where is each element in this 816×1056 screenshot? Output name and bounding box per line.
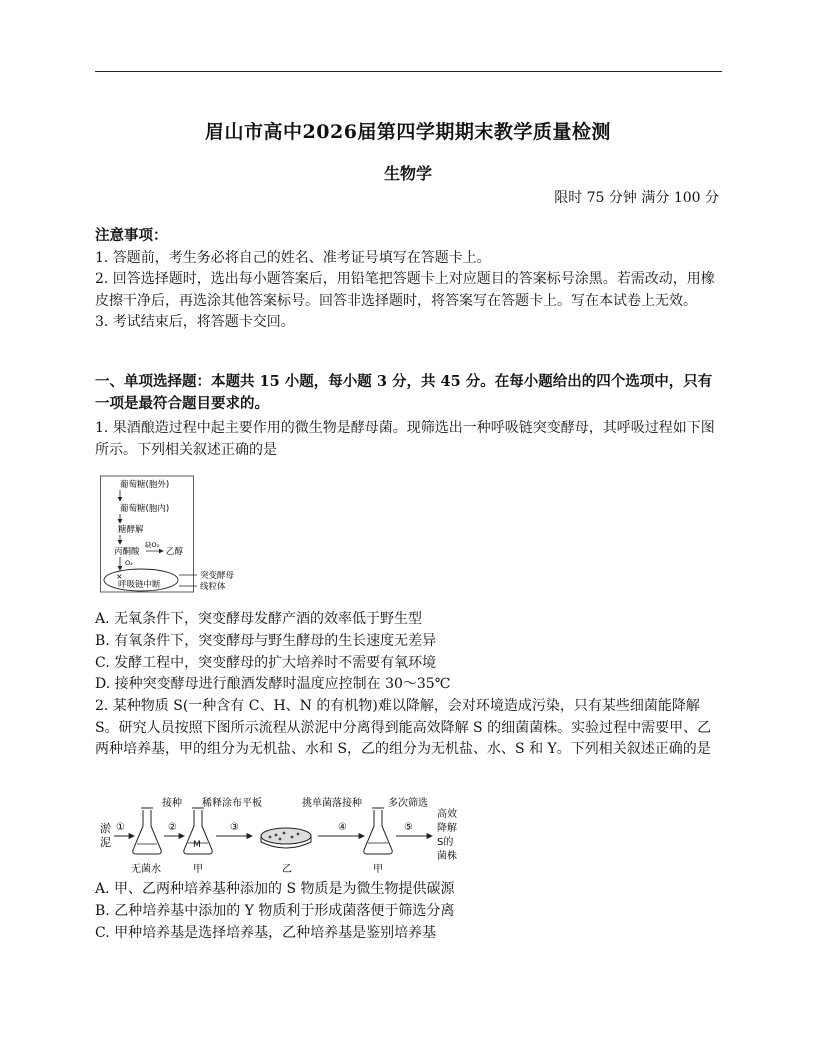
- section1-block: [95, 371, 725, 461]
- cell-boundary: [101, 476, 194, 592]
- mitochondria-label: 线粒体: [200, 582, 226, 592]
- flask-medium-jia-2: [364, 808, 392, 854]
- pick-colony-label: 挑单菌落接种: [302, 798, 362, 809]
- medium-jia-label-1: 甲: [193, 864, 203, 875]
- pyruvate-label: 丙酮酸: [114, 547, 140, 557]
- inoculate-label: 接种: [162, 798, 182, 809]
- note-item: 3. 考试结束后，将答题卡交回。: [95, 314, 295, 330]
- note-item: 2. 回答选择题时，选出每小题答案后，用铅笔把答题卡上对应题目的答案标号涂黑。若需改动，用橡皮擦干净后，再选涂其他答案标号。回答非选择题时，将答案写在答题卡上。写在本试卷上无效。: [95, 271, 715, 309]
- glycolysis-label: 糖酵解: [118, 525, 144, 535]
- dilute-spread-label: 稀释涂布平板: [202, 798, 262, 809]
- ethanol-label: 乙醇: [166, 547, 184, 557]
- m-label: M: [193, 840, 201, 850]
- lack-o2-label: 缺O₂: [145, 541, 160, 549]
- mutant-yeast-label: 突变酵母: [200, 571, 235, 581]
- q1-stem: 1. 果酒酿造过程中起主要作用的微生物是酵母菌。现筛选出一种呼吸链突变酵母，其呼吸过程如下图所示。下列相关叙述正确的是: [95, 420, 715, 458]
- flask-sterile-water: [133, 808, 161, 854]
- q2-isolation-flow-figure: [98, 792, 478, 878]
- q2-option-a: A. 甲、乙两种培养基种添加的 S 物质是为微生物提供碳源: [95, 881, 455, 897]
- result-label-4: 菌株: [437, 851, 457, 862]
- exam-subject: 生物学: [383, 164, 432, 183]
- repeat-screen-label: 多次筛选: [388, 798, 428, 809]
- medium-yi-label: 乙: [282, 864, 292, 875]
- sterile-water-label: 无菌水: [131, 864, 161, 875]
- step-2-label: ②: [168, 822, 177, 833]
- step-3-label: ③: [230, 822, 239, 833]
- notes-block: [95, 225, 725, 334]
- step-5-label: ⑤: [404, 822, 413, 833]
- chain-break-label: 呼吸链中断: [118, 580, 161, 590]
- step-4-label: ④: [338, 822, 347, 833]
- note-item: 1. 答题前，考生务必将自己的姓名、准考证号填写在答题卡上。: [95, 249, 491, 266]
- glucose-out-label: 葡萄糖(胞外): [120, 480, 170, 490]
- sludge-label-2: 泥: [100, 836, 111, 849]
- q1-respiration-figure: [100, 474, 250, 598]
- q1-option-d: D. 接种突变酵母进行酿酒发酵时温度应控制在 30～35℃: [95, 676, 451, 693]
- exam-timing: 限时 75 分钟 满分 100 分: [554, 190, 719, 206]
- notes-heading: 注意事项：: [95, 227, 168, 244]
- q1-option-a: A. 无氧条件下，突变酵母发酵产酒的效率低于野生型: [95, 611, 423, 627]
- exam-title: 眉山市高中2026届第四学期期末教学质量检测: [205, 121, 611, 143]
- o2-label: O₂: [125, 559, 133, 567]
- q2-stem: 2. 某种物质 S(一种含有 C、H、N 的有机物)难以降解，会对环境造成污染，只有某些细菌能降解 S。研究人员按照下图所示流程从淤泥中分离得到能高效降解 S 的细菌菌株。实验过程中需要甲、乙两种培养基，甲的组分为无机盐、水和 S，乙的组分为无机盐、水、S 和 Y。下列相关叙述正确的是: [95, 698, 712, 758]
- result-label-3: S的: [437, 837, 454, 848]
- petri-dish-yi: [261, 828, 311, 848]
- result-label-2: 降解: [437, 823, 457, 834]
- q2-option-c: C. 甲种培养基是选择培养基，乙种培养基是鉴别培养基: [95, 924, 437, 941]
- q2-options: [95, 879, 725, 944]
- section1-heading: 一、单项选择题：本题共 15 小题，每小题 3 分，共 45 分。在每小题给出的四个选项中，只有一项是最符合题目要求的。: [95, 373, 713, 412]
- x-mark: ×: [116, 572, 123, 581]
- header-rule: [95, 71, 722, 72]
- medium-jia-label-2: 甲: [373, 864, 383, 875]
- result-label-1: 高效: [437, 809, 457, 820]
- step-1-label: ①: [116, 822, 125, 833]
- sludge-label-1: 淤: [100, 822, 111, 835]
- q2-option-b: B. 乙种培养基中添加的 Y 物质利于形成菌落便于筛选分离: [95, 902, 455, 919]
- q1-options: [95, 609, 725, 761]
- q1-option-b: B. 有氧条件下，突变酵母与野生酵母的生长速度无差异: [95, 632, 437, 649]
- glucose-in-label: 葡萄糖(胞内): [120, 504, 170, 514]
- q1-option-c: C. 发酵工程中，突变酵母的扩大培养时不需要有氧环境: [95, 654, 437, 671]
